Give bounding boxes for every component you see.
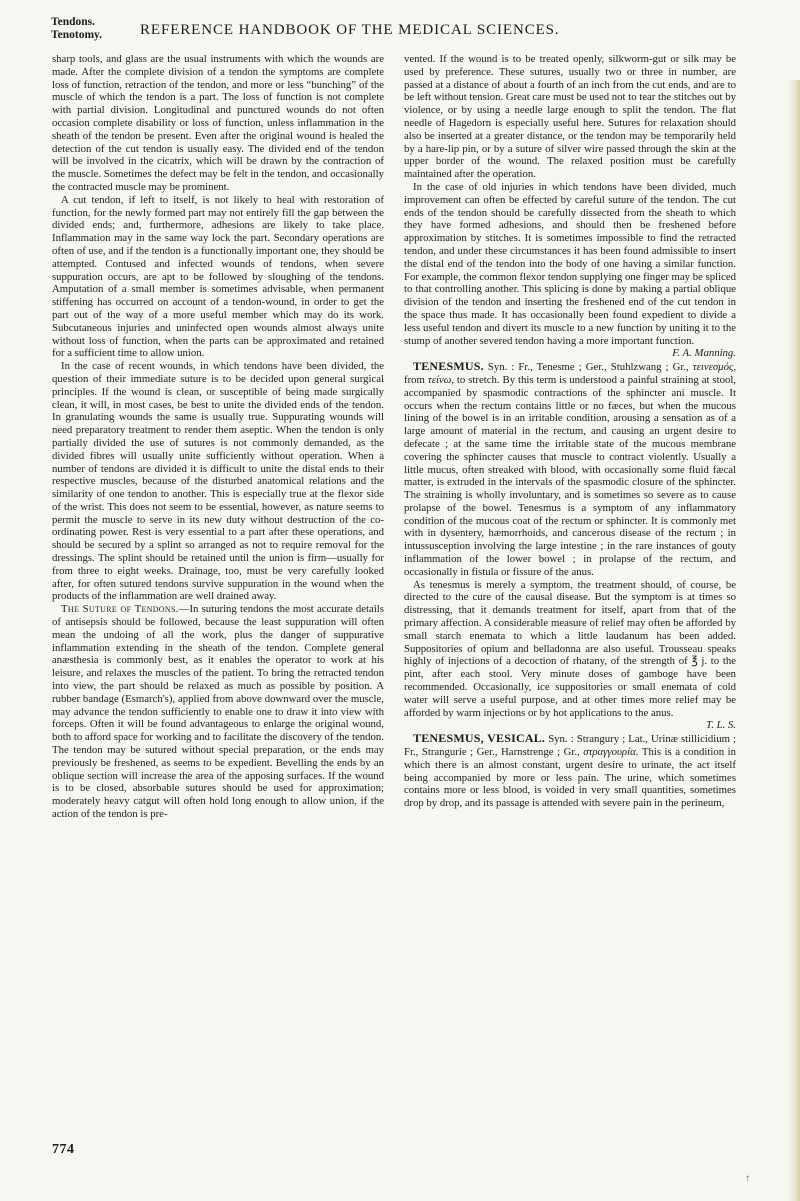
printer-mark: ↑ <box>745 1173 750 1184</box>
headword-tenesmus: TENESMUS. <box>413 359 484 374</box>
entry-tenesmus <box>404 360 736 579</box>
author-signature: F. A. Manning. <box>672 347 736 360</box>
greek-term: τείνω <box>427 373 452 386</box>
headword-tenesmus-vesical: TENESMUS, VESICAL. <box>413 731 546 746</box>
page-edge-tint <box>788 80 800 1201</box>
subheading-suture-of-tendons: The Suture of Tendons. <box>61 603 179 616</box>
paragraph: In the case of old injuries in which tendons have been divided, much improvement can often be effected by careful suture of the tendon. The cut ends of the tendon should be carefully dissected from the sheath to which they have formed adhesions, and should then be freshened before approximation by stitches. It is sometimes impossible to find the retracted tendon, and under these circumstances it has been found admissible to insert the distal end of the tendon into the body of one having a similar function. For example, the common flexor tendon supplying one finger may be spliced to that controlling another. This splicing is done by making a partial oblique division of the tendon and inserting the freshened end of the cut tendon in the space thus made. It has occasionally been found expedient to divide a less useful tendon and divert its muscle to a new function by uniting it to the stump of another severed tendon having a more important function. <box>404 180 736 347</box>
entry-text: Syn. : Strangury ; Lat., Urinæ stillicidium ; Fr., Strangurie ; Ger., Harnstrenge ; Gr., <box>404 733 736 759</box>
entry-text: , to stretch. By this term is understood a painful straining at stool, accompanied by spasmodic contractions of the sphincter ani muscle. It occurs when the rectum contains little or no fæces, but when the mucous lining of the bowel is in an irritable condition, arousing a sensation as of a large amount of material in the rectum, and causing an urgent desire to defecate ; at the same time the irritable state of the mucous membrane covering the sphincter causes that muscle to contract violently. Usually a little mucus, often streaked with blood, with occasionally some fluid fæcal matter, is extruded in the intervals of the spasmodic closure of the sphincter. The straining is wholly involuntary, and is sometimes so severe as to cause prolapse of the bowel. Tenesmus is a symptom of any inflammatory condition of the mucous coat of the rectum or sphincter. It is commonly met with in dysentery, hæmorrhoids, and cancerous disease of the rectum ; in intussusception involving the large intestine ; in the rare instances of gouty inflammation of the lower bowel ; in prolapse of the rectum, and occasionally in fistula or fissure of the anus. <box>404 373 736 578</box>
paragraph-suture <box>52 603 384 821</box>
page-number: 774 <box>52 1142 75 1157</box>
topic-tenotomy: Tenotomy. <box>51 29 103 41</box>
left-column <box>52 53 384 1133</box>
author-signature: T. L. S. <box>706 719 736 732</box>
entry-text: . This is a condition in which there is an almost constant, urgent desire to urinate, the act itself being accompanied by more or less pain. The urine, which sometimes contains more or less blood, is voided in very small quantities, sometimes drop by drop, and its passage is attended with severe pain in the perineum, <box>404 746 736 810</box>
entry-text: Syn. : Fr., Tenesme ; Ger., Stuhlzwang ; Gr., <box>483 361 693 374</box>
running-head <box>0 0 800 40</box>
paragraph-text: —In suturing tendons the most accurate details of antisepsis should be followed, because the least suppuration will often mean the undoing of all the work, plus the danger of suppurative inflammation extending in the sheath of the tendon. Complete general anæsthesia is commonly best, as it enables the operator to work at his leisure, and relaxes the muscles of the patient. To bring the retracted tendon into view, the part should be relaxed as much as possible by position. A rubber bandage (Esmarch's), applied from above downward over the muscle, may advance the tendon sufficiently to enable one to draw it into view with forceps. Often it will be found advantageous to enlarge the original wound, both to afford space for working and to facilitate the discovery of the tendon. The tendon may be sutured without special preparation, or the ends may previously be freshened, as seems to be expedient. Bevelling the ends by an oblique section will increase the area of the apposing surfaces. If the wound is to be closed, absorbable sutures should be used for approximation; moderately heavy catgut will often hold long enough to allow union, if the action of the tendon is pre- <box>52 603 384 821</box>
paragraph: vented. If the wound is to be treated openly, silkworm-gut or silk may be used by preference. These sutures, usually two or three in number, are passed at a distance of about a fourth of an inch from the cut ends, and are to be left without tension. Great care must be used not to tear the stitches out by violence, or by using a needle large enough to split the tendon. The flat needle of Hagedorn is especially useful here. Sutures for relaxation should also be inserted at a greater distance, or the tendon may be temporarily held by a hare-lip pin, or by a suture of silver wire passed through the skin at the upper border of the wound. The relaxed position must be carefully maintained after the operation. <box>404 53 736 181</box>
entry-text: , from <box>404 361 736 386</box>
greek-term: στραγγουρία <box>583 746 636 759</box>
page-title: REFERENCE HANDBOOK OF THE MEDICAL SCIENCES. <box>140 22 560 38</box>
greek-term: τεινεσμός <box>692 361 734 374</box>
paragraph: A cut tendon, if left to itself, is not likely to heal with restoration of function, for the newly formed part may not entirely fill the gap between the divided ends; and, furthermore, adhesions are likely to take place. Inflammation may in the same way lock the part. Secondary operations are often of use, and if the tendon is a functionally important one, they should be attempted. Contused and infected wounds of tendons, when severe suppuration occurs, are apt to be followed by sloughing of the tendons. Amputation of a small member is sometimes advisable, when permanent stiffening has occurred on account of a tendon-wound, in order to get the part out of the way of a more useful member which may do its work. Subcutaneous injuries and uninfected open wounds almost always unite without loss of function, when the parts can be approximated and retained for a sufficient time to allow union. <box>52 193 384 360</box>
paragraph: As tenesmus is merely a symptom, the treatment should, of course, be directed to the cure of the causal disease. But the symptom is at times so distressing, that it demands treatment for itself, apart from that of the primary affection. A considerable measure of relief may often be afforded by small starch enemata to which a little laudanum has been added. Suppositories of opium and belladonna are also useful. Trousseau speaks highly of injections of a decoction of rhatany, of the strength of ℥ j. to the pint, after each stool. Very minute doses of gamboge have been recommended. Occasionally, ice suppositories or small enemata of cold water will serve a useful purpose, and at other times more relief may be afforded by warm injections or by hot applications to the anus. <box>404 578 736 719</box>
paragraph: sharp tools, and glass are the usual instruments with which the wounds are made. After the complete division of a tendon the symptoms are complete loss of function, retraction of the tendon, and more or less “bunching” of the muscle of which the tendon is a part. The loss of function is not complete with partial division. Longitudinal and punctured wounds do not often occasion complete disability or loss of function, unless inflammation in the sheath of the tendon be present. Even after the original wound is healed the detection of the cut tendon is usually easy. The divided end of the tendon will be involved in the cicatrix, which will be drawn by the contraction of the muscle. Sometimes the defect may be felt in the tendon, and occasionally the contracted muscle may be prominent. <box>52 53 384 193</box>
topic-labels <box>51 16 102 42</box>
paragraph: In the case of recent wounds, in which tendons have been divided, the question of their immediate suture is to be decided upon general surgical principles. If the wound is clean, or susceptible of being made surgically clean, it will, in most cases, be best to unite the divided ends of the tendon. In granulating wounds the same is usually true. Suppurating wounds will need preparatory treatment to render them aseptic. When the tendon is only partially divided the use of sutures is not commonly demanded, as the divided fibres will usually unite sufficiently without operation. When a number of tendons are divided it is difficult to unite the distal ends to their respective muscles, because of the disturbed anatomical relations and the similarity of one tendon to another. This is especially true at the flexor side of the wrist. This does not seem to be essential, however, as nature seems to permit the muscle to serve in its new duty without destruction of the co-ordinating power. Rest is very essential to a part after these operations, and should be secured by a splint so arranged as not to require removal for the dressings. The splint should be retained until the union is firm—usually for from three to eight weeks. Drainage, too, must be very carefully looked after, for often sutured tendons survive suppuration in the wound when the products of the inflammation are well drained away. <box>52 360 384 603</box>
topic-tendons: Tendons. <box>51 16 96 28</box>
right-column <box>404 53 736 1133</box>
entry-tenesmus-vesical <box>404 732 736 810</box>
